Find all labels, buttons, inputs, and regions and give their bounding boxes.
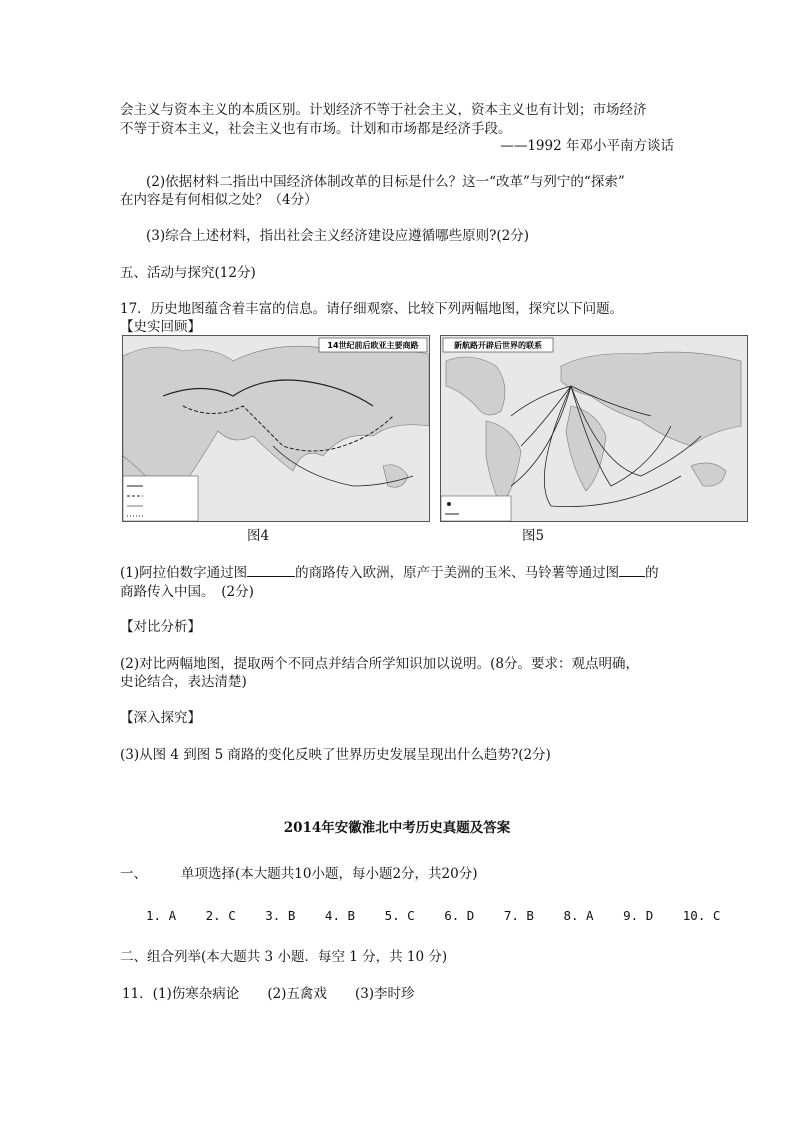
choice-answer: 6. D (444, 908, 475, 923)
map-figure-4 (122, 335, 430, 522)
map-4-drawing (123, 336, 429, 521)
map-figure-5 (440, 335, 748, 522)
q16-part2-line2: 在内容是有何相似之处？（4分） (120, 192, 318, 208)
choice-answer: 10. C (682, 908, 721, 923)
choice-answer: 7. B (503, 908, 534, 923)
q17-part1-text-a: (1)阿拉伯数字通过图 (120, 565, 248, 581)
q17-part2-line1: (2)对比两幅地图，提取两个不同点并结合所学知识加以说明。(8分。要求：观点明确， (120, 656, 639, 672)
q17-part1-text-c: 的 (645, 565, 659, 581)
map-5-title: 新航路开辟后世界的联系 (454, 341, 542, 350)
q11-answer-3: (3)李时珍 (354, 986, 415, 1002)
q11-answers (122, 982, 415, 1002)
q17-part1-line1 (120, 561, 659, 581)
material-line-1: 会主义与资本主义的本质区别。计划经济不等于社会主义，资本主义也有计划；市场经济 (120, 102, 647, 118)
choice-answer: 1. A (146, 908, 177, 923)
q17-intro: 17．历史地图蕴含着丰富的信息。请仔细观察、比较下列两幅地图，探究以下问题。 (120, 301, 624, 317)
material-source: ——1992 年邓小平南方谈话 (500, 138, 674, 154)
review-heading: 【史实回顾】 (120, 319, 201, 335)
caption-figure-5: 图5 (522, 528, 545, 544)
choice-answer: 9. D (623, 908, 654, 923)
map-5-drawing (441, 336, 747, 521)
q17-part2-line2: 史论结合，表达清楚) (120, 674, 247, 690)
q16-part2-line1: (2)依据材料二指出中国经济体制改革的目标是什么？这一“改革”与列宁的“探索” (146, 174, 625, 190)
answer-section1-title (120, 862, 477, 882)
q17-part3: (3)从图 4 到图 5 商路的变化反映了世界历史发展呈现出什么趋势?(2分) (120, 747, 551, 763)
choice-answers (146, 908, 720, 923)
choice-answer: 3. B (265, 908, 296, 923)
choice-answer: 4. B (324, 908, 356, 923)
map-4-title: 14世纪前后欧亚主要商路 (327, 341, 419, 350)
compare-heading: 【对比分析】 (120, 619, 201, 635)
choice-answer: 2. C (205, 908, 236, 923)
q16-part3: (3)综合上述材料，指出社会主义经济建设应遵循哪些原则?(2分) (146, 228, 529, 244)
caption-figure-4: 图4 (247, 528, 270, 544)
q17-part1-line2: 商路传入中国。 (2分) (120, 584, 254, 600)
answer-blank-2[interactable] (619, 564, 645, 577)
choice-answer: 8. A (563, 908, 594, 923)
q11-answer-1: 11．(1)伤寒杂病论 (122, 986, 240, 1002)
answer-title: 2014年安徽淮北中考历史真题及答案 (283, 820, 511, 836)
material-line-2: 不等于资本主义，社会主义也有市场。计划和市场都是经济手段。 (120, 121, 512, 137)
answer-section1-text: 单项选择(本大题共10小题，每小题2分，共20分) (181, 866, 478, 882)
section5-title: 五、活动与探究(12分) (120, 265, 256, 281)
q11-answer-2: (2)五禽戏 (267, 986, 327, 1002)
answer-blank-1[interactable] (247, 564, 295, 577)
choice-answer: 5. C (384, 908, 415, 923)
deep-heading: 【深入探究】 (120, 710, 201, 726)
answer-section1-number: 一、 (120, 866, 147, 882)
q17-part1-text-b: 的商路传入欧洲，原产于美洲的玉米、马铃薯等通过图 (295, 565, 620, 581)
answer-section2-title: 二、组合列举(本大题共 3 小题．每空 1 分，共 10 分) (120, 949, 448, 965)
